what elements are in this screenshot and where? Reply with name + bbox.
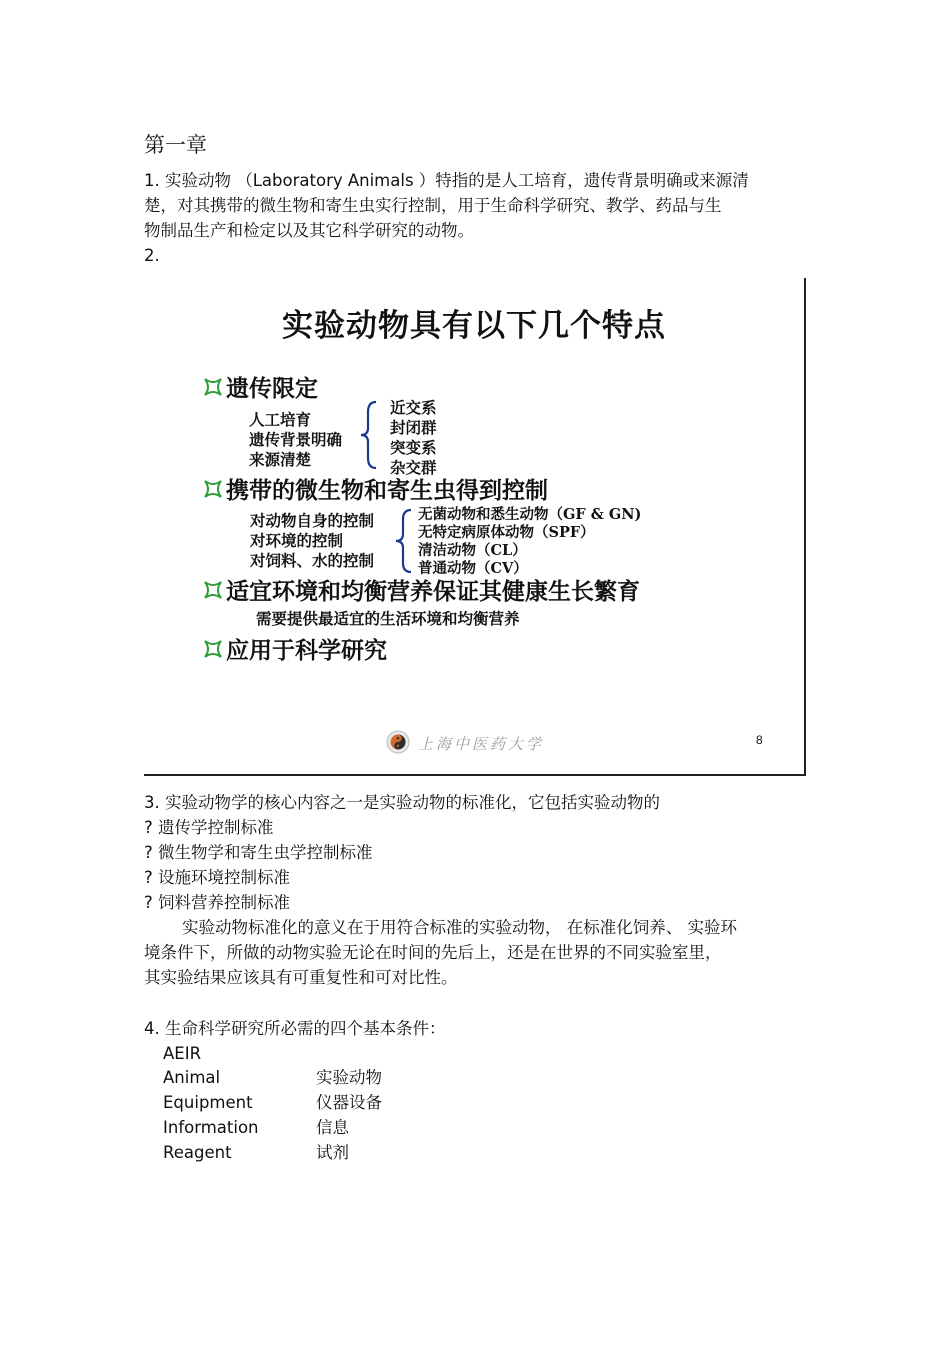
bullet-2-left-item: 对环境的控制 [250, 531, 344, 550]
aeir-row [163, 1140, 463, 1165]
item-3-list-item: ? 饲料营养控制标准 [144, 893, 291, 912]
slide-bullet-4-text: 应用于科学研究 [226, 637, 387, 664]
slide-bullet-1-text: 遗传限定 [226, 375, 318, 402]
bullet-1-right-list [390, 398, 437, 478]
item-3-list-item: ? 设施环境控制标准 [144, 868, 291, 887]
bullet-1-right-item: 近交系 [390, 398, 437, 417]
aeir-row-chinese: 试剂 [316, 1143, 349, 1162]
bullet-2-left-item: 对饲料、水的控制 [250, 551, 375, 570]
item-3-list-item: ? 遗传学控制标准 [144, 818, 274, 837]
slide-title: 实验动物具有以下几个特点 [282, 308, 666, 344]
bullet-2-right-item: 普通动物（CV） [418, 560, 528, 577]
bullet-ornament-icon [202, 579, 224, 601]
bullet-1-right-item: 封闭群 [390, 418, 437, 437]
footer-university-name: 上海中医药大学 [418, 735, 545, 753]
slide-page-number: 8 [756, 733, 763, 747]
item-1-line-1: 1. 实验动物 （Laboratory Animals ）特指的是人工培育，遗传背景明确或来源清 [144, 171, 749, 190]
bullet-2-left-item: 对动物自身的控制 [250, 511, 375, 530]
slide-bullet-3 [202, 573, 640, 606]
aeir-row-english: Animal [163, 1068, 221, 1087]
bullet-1-left-item: 人工培育 [249, 410, 312, 429]
bullet-1-left-list [249, 410, 342, 470]
bullet-1-left-item: 遗传背景明确 [249, 430, 343, 449]
aeir-row-english: Information [163, 1118, 259, 1137]
bullet-ornament-icon [202, 376, 224, 398]
aeir-row [163, 1090, 463, 1115]
bullet-ornament-icon [202, 478, 224, 500]
curly-brace-icon [358, 400, 380, 470]
item-3-para-line-2: 境条件下，所做的动物实验无论在时间的先后上，还是在世界的不同实验室里， [144, 943, 722, 962]
slide-figure [144, 278, 806, 776]
slide-bullet-2 [202, 472, 548, 505]
item-3-para-line-1: 实验动物标准化的意义在于用符合标准的实验动物， 在标准化饲养、 实验环 [182, 918, 737, 937]
aeir-acronym: AEIR [163, 1044, 202, 1063]
aeir-row [163, 1065, 463, 1090]
item-1-paragraph [144, 168, 809, 243]
item-1-line-3: 物制品生产和检定以及其它科学研究的动物。 [144, 221, 474, 240]
bullet-2-right-item: 清洁动物（CL） [418, 542, 527, 559]
bullet-2-right-item: 无特定病原体动物（SPF） [418, 524, 595, 541]
bullet-3-subtext: 需要提供最适宜的生活环境和均衡营养 [256, 609, 520, 628]
university-logo-icon [386, 730, 410, 754]
aeir-row-english: Reagent [163, 1143, 232, 1162]
aeir-row-chinese: 信息 [316, 1118, 349, 1137]
item-1-line-2: 楚，对其携带的微生物和寄生虫实行控制，用于生命科学研究、教学、药品与生 [144, 196, 722, 215]
item-3-intro: 3. 实验动物学的核心内容之一是实验动物的标准化，它包括实验动物的 [144, 793, 660, 812]
slide-bullet-2-text: 携带的微生物和寄生虫得到控制 [226, 477, 548, 504]
item-2-label: 2. [144, 246, 160, 265]
aeir-row-chinese: 仪器设备 [316, 1093, 382, 1112]
bullet-2-left-list [250, 511, 374, 571]
bullet-2-right-list [418, 506, 641, 578]
aeir-row-english: Equipment [163, 1093, 253, 1112]
item-4-intro: 4. 生命科学研究所必需的四个基本条件： [144, 1019, 446, 1038]
aeir-row-chinese: 实验动物 [316, 1068, 382, 1087]
bullet-1-left-item: 来源清楚 [249, 450, 312, 469]
chapter-heading: 第一章 [144, 133, 207, 157]
item-3-para-line-3: 其实验结果应该具有可重复性和可对比性。 [144, 968, 458, 987]
item-3-significance-paragraph [144, 915, 809, 990]
item-3-list-item: ? 微生物学和寄生虫学控制标准 [144, 843, 373, 862]
slide-bullet-1 [202, 370, 318, 403]
slide-bullet-3-text: 适宜环境和均衡营养保证其健康生长繁育 [226, 578, 640, 605]
slide-bullet-4 [202, 632, 387, 665]
curly-brace-icon [394, 508, 414, 574]
bullet-2-right-item: 无菌动物和悉生动物（GF & GN) [418, 506, 642, 523]
bullet-1-right-item: 杂交群 [390, 458, 437, 477]
bullet-ornament-icon [202, 638, 224, 660]
aeir-row [163, 1115, 463, 1140]
bullet-1-right-item: 突变系 [390, 438, 437, 457]
